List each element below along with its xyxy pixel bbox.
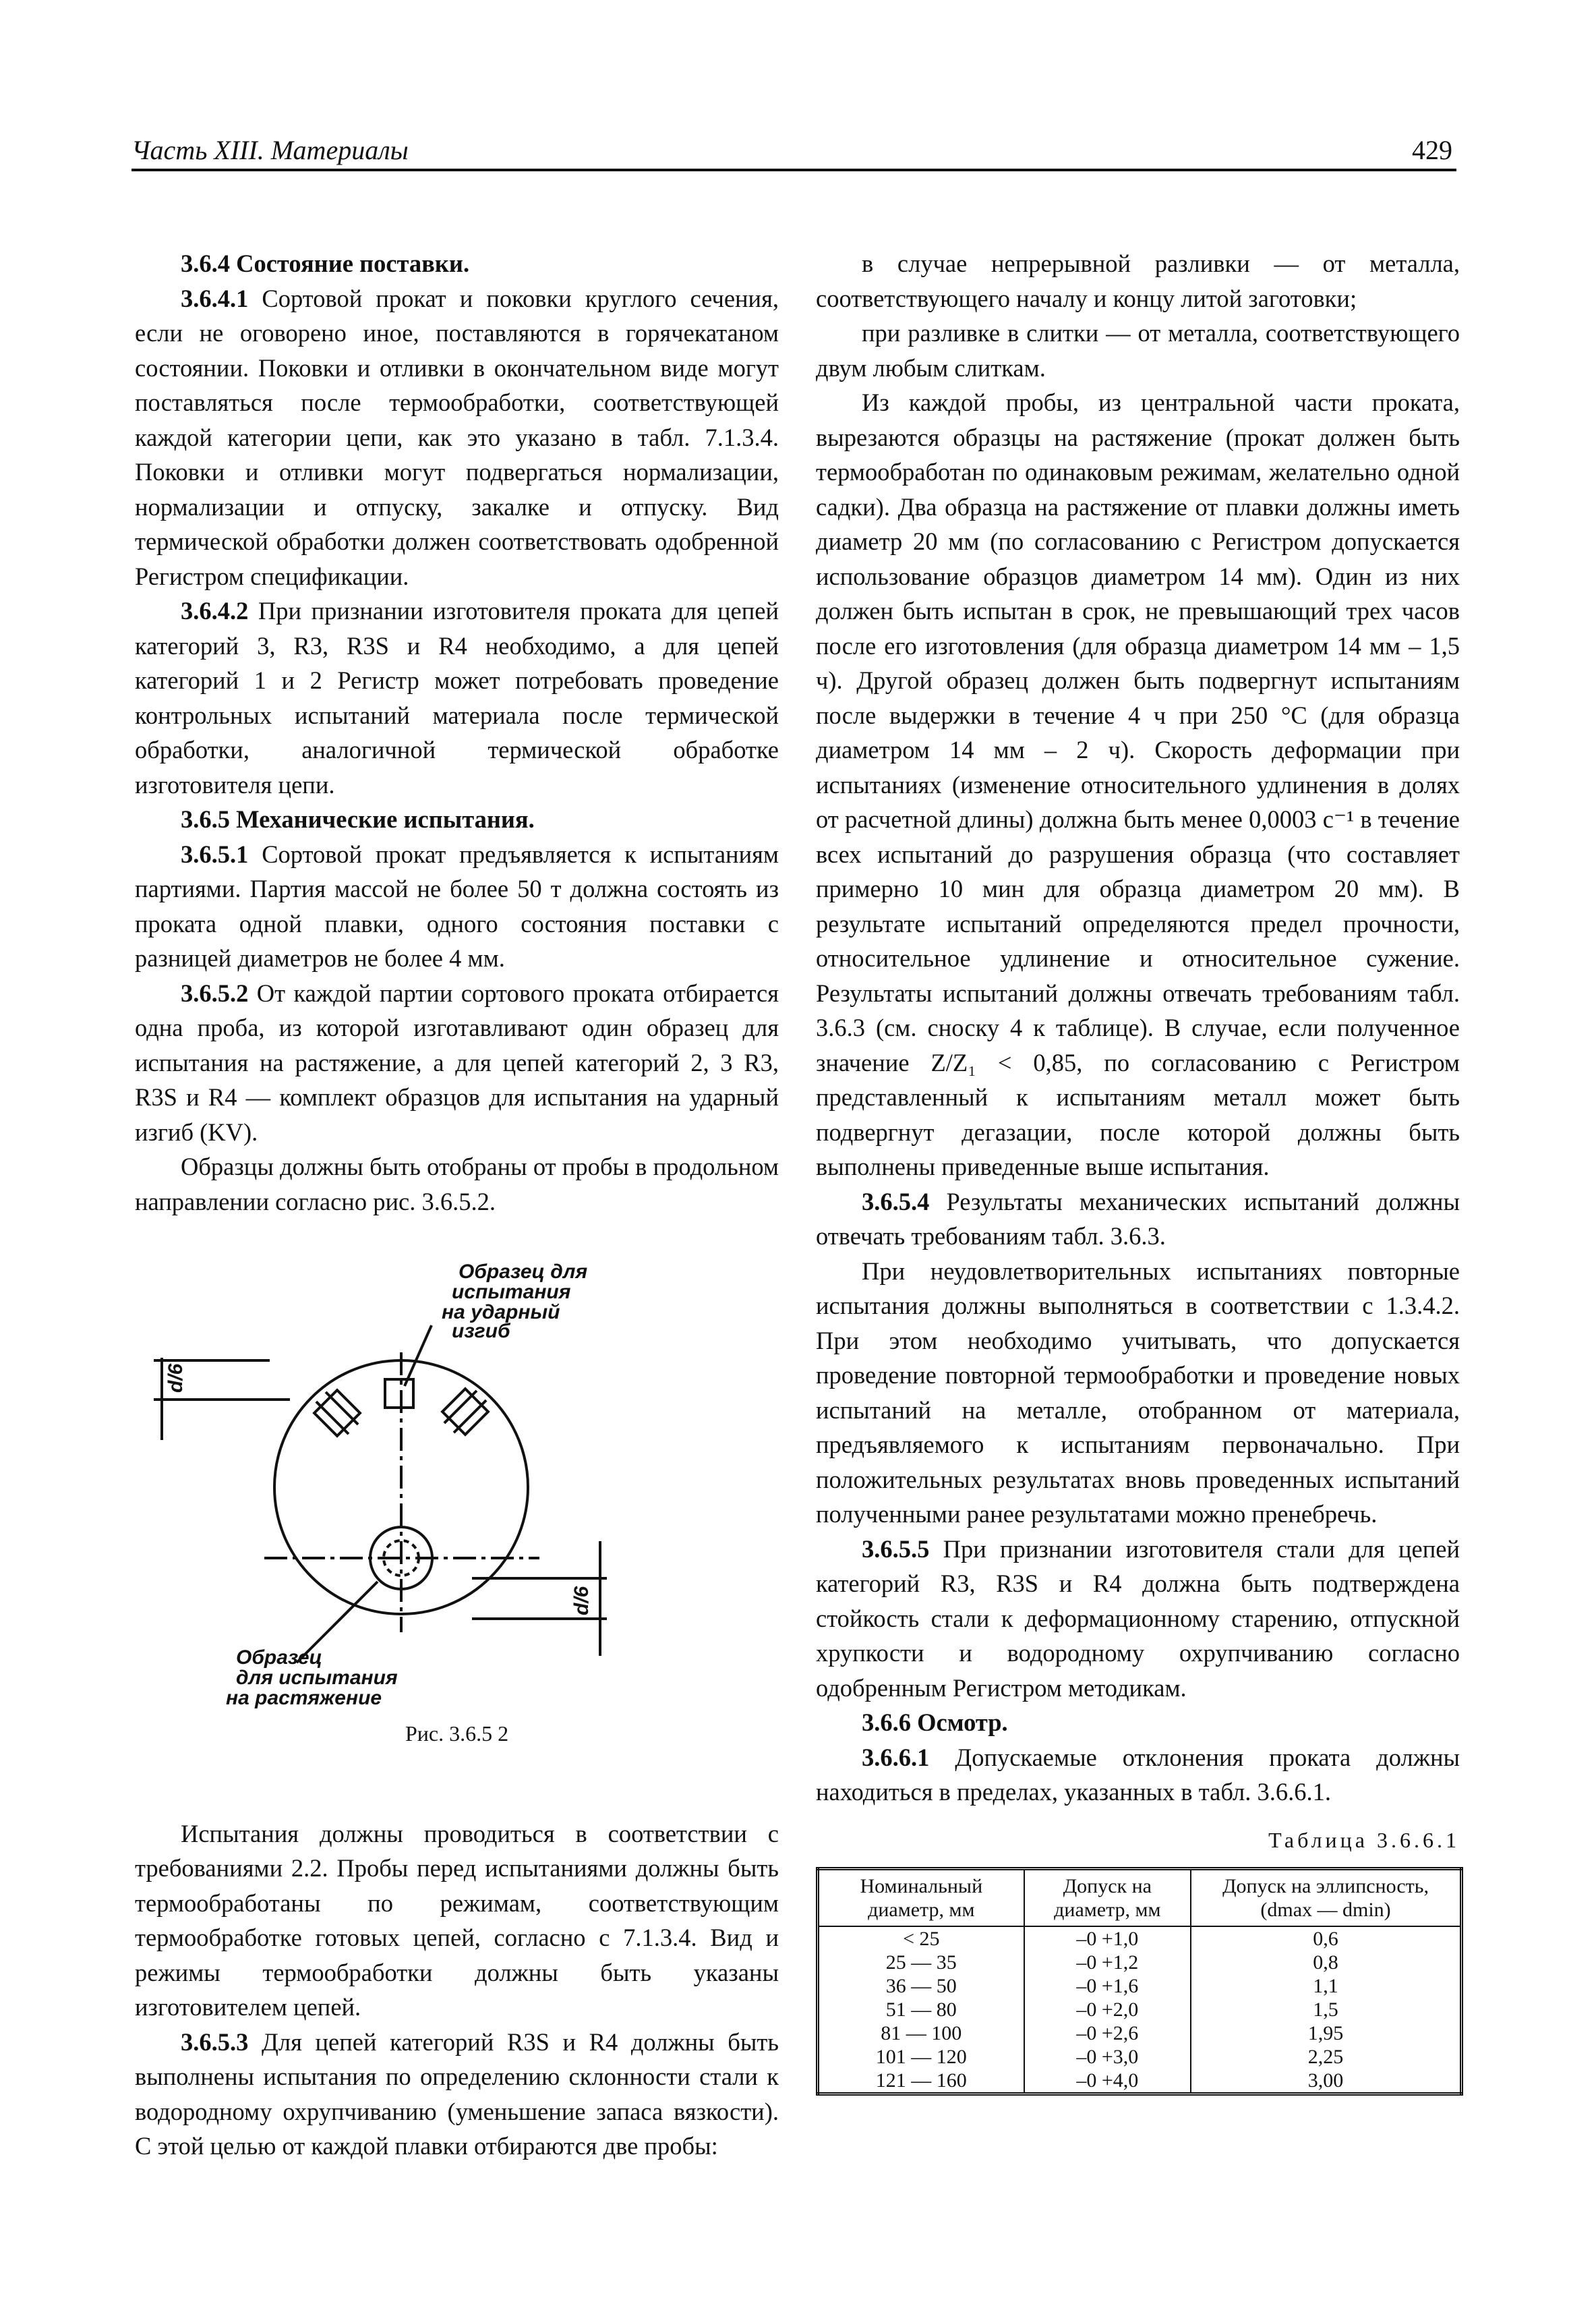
label-tensile-specimen-1: Образец [236,1646,322,1669]
paragraph-text: Результаты механических испытаний должны отвечать требованиям табл. 3.6.3. [816,1187,1460,1250]
section-heading-3-6-4: 3.6.4 Состояние поставки. [181,250,470,277]
cell-tolerance: –0 +4,0 [1024,2069,1191,2094]
dimension-right: d/6 [570,1586,593,1615]
table-row [818,2045,1462,2069]
paragraph-3-6-5-4 [816,1184,1460,1254]
label-tensile-specimen-2: для испытания [236,1667,398,1689]
cell-tolerance: –0 +1,0 [1024,1926,1191,1951]
label-impact-specimen-4: изгиб [452,1320,510,1342]
paragraph-text: При признании изготовителя стали для цепей категорий R3, R3S и R4 должна быть подтверждена стойкость стали к деформационному старению, отпускной хрупкости и водородному охрупчиванию согласно одобренным Регистром методикам. [816,1534,1460,1702]
cell-diameter: < 25 [818,1926,1024,1951]
running-title: Часть XIII. Материалы [131,135,409,165]
paragraph-text: Допускаемые отклонения проката должны находиться в пределах, указанных в табл. 3.6.6.1. [816,1743,1460,1806]
paragraph-text: От каждой партии сортового проката отбирается одна проба, из которой изготавливают один образец для испытания на растяжение, а для цепей категорий 2, 3 R3, R3S и R4 — комплект образцов для испытания на ударный изгиб (KV). [135,979,779,1146]
figure-specimen-location [135,1251,779,1710]
table-row [818,1974,1462,1998]
cell-diameter: 101 — 120 [818,2045,1024,2069]
table-row [818,1926,1462,1951]
header-diameter-tolerance: Допуск на диаметр, мм [1024,1869,1191,1927]
table-row [818,2021,1462,2045]
cell-tolerance: –0 +1,2 [1024,1951,1191,1974]
paragraph-tensile-samples: Из каждой пробы, из центральной части проката, вырезаются образцы на растяжение (прокат должен быть термообработан по одинаковым режимам, желательно одной садки). Два образца на растяжение от плавки должны иметь диаметр 20 мм (по согласованию с Регистром допускается использование образцов диаметром 14 мм). Один из них должен быть испытан в срок, не превышающий трех часов после его изготовления (для образца диаметром 14 мм – 1,5 ч). Другой образец должен быть подвергнут испытаниям после выдержки в течение 4 ч при 250 °С (для образца диаметром 14 мм – 2 ч). Скорость деформации при испытаниях (изменение относительного удлинения в долях от расчетной длины) должна быть менее 0,0003 с⁻¹ в течение всех испытаний до разрушения образца (что составляет примерно 10 мин для образца диаметром 20 мм). В результате испытаний определяются предел прочности, относительное удлинение и относительное сужение. Результаты испытаний должны отвечать требованиям табл. 3.6.3 (см. сноску 4 к таблице). В случае, если полученное значение Z/Z₁ < 0,85, по согласованию с Регистром представленный к испытаниям металл может быть подвергнут дегазации, после которой должны быть выполнены приведенные выше испытания. [816,389,1460,1180]
table-row [818,1998,1462,2021]
label-tensile-specimen-3: на растяжение [226,1687,382,1709]
paragraph-3-6-5-1 [135,837,779,976]
dimension-top: d/6 [165,1363,187,1393]
table-caption: Таблица 3.6.6.1 [1268,1827,1460,1852]
paragraph-text: Сортовой прокат и поковки круглого сечения, если не оговорено иное, поставляются в горячекатаном состоянии. Поковки и отливки в окончательном виде могут поставляться после термообработки, соответствующей каждой категории цепи, как это указано в табл. 7.1.3.4. Поковки и отливки могут подвергаться нормализации, нормализации и отпуску, закалке и отпуску. Вид термической обработки должен соответствовать одобренной Регистром спецификации. [135,284,779,590]
paragraph-3-6-5-5 [816,1532,1460,1706]
clause-number: 3.6.4.1 [181,284,249,312]
table-row [818,2069,1462,2094]
right-column [816,246,1460,2096]
cell-ovality: 1,1 [1191,1974,1461,1998]
clause-number: 3.6.5.1 [181,840,249,868]
section-heading-3-6-6: 3.6.6 Осмотр. [862,1708,1008,1736]
paragraph-3-6-5-3 [135,2025,779,2164]
cell-diameter: 25 — 35 [818,1951,1024,1974]
cell-ovality: 2,25 [1191,2045,1461,2069]
cell-diameter: 51 — 80 [818,1998,1024,2021]
cell-diameter: 36 — 50 [818,1974,1024,1998]
figure-caption: Рис. 3.6.5 2 [405,1721,509,1746]
cell-tolerance: –0 +3,0 [1024,2045,1191,2069]
label-impact-specimen-1: Образец для [459,1261,588,1283]
cell-tolerance: –0 +1,6 [1024,1974,1191,1998]
paragraph-ingot-casting: при разливке в слитки — от металла, соответствующего двум любым слиткам. [816,319,1460,382]
paragraph-text: При признании изготовителя проката для цепей категорий 3, R3, R3S и R4 необходимо, а для цепей категорий 1 и 2 Регистр может потребовать проведение контрольных испытаний материала после термической обработки, аналогичной термической обработке изготовителя цепи. [135,597,779,799]
paragraph-text: Для цепей категорий R3S и R4 должны быть выполнены испытания по определению склонности стали к водородному охрупчиванию (уменьшение запаса вязкости). С этой целью от каждой плавки отбираются две пробы: [135,2027,779,2160]
cell-ovality: 0,6 [1191,1926,1461,1951]
clause-number: 3.6.5.5 [862,1534,930,1563]
specimen-diagram [135,1251,779,1710]
paragraph-3-6-5-2 [135,976,779,1150]
paragraph-continuous-casting: в случае непрерывной разливки — от металла, соответствующего началу и концу литой заготовки; [816,250,1460,312]
table-row [818,1951,1462,1974]
clause-number: 3.6.5.2 [181,979,249,1007]
paragraph-3-6-6-1 [816,1740,1460,1810]
cell-diameter: 121 — 160 [818,2069,1024,2094]
cell-diameter: 81 — 100 [818,2021,1024,2045]
paragraph-samples: Образцы должны быть отобраны от пробы в продольном направлении согласно рис. 3.6.5.2. [135,1153,779,1215]
clause-number: 3.6.4.2 [181,597,249,625]
page-header [131,128,1456,171]
header-nominal-diameter: Номинальный диаметр, мм [818,1869,1024,1927]
cell-ovality: 3,00 [1191,2069,1461,2094]
tolerance-table [816,1867,1463,2096]
paragraph-3-6-4-2 [135,594,779,802]
page-number: 429 [1412,135,1452,165]
clause-number: 3.6.5.4 [862,1187,930,1215]
left-column [135,246,779,2164]
cell-ovality: 0,8 [1191,1951,1461,1974]
paragraph-text: Сортовой прокат предъявляется к испытаниям партиями. Партия массой не более 50 т должна состоять из проката одной плавки, одного состояния поставки с разницей диаметров не более 4 мм. [135,840,779,972]
cell-tolerance: –0 +2,0 [1024,1998,1191,2021]
section-heading-3-6-5: 3.6.5 Механические испытания. [181,805,535,833]
paragraph-retests: При неудовлетворительных испытаниях повторные испытания должны выполняться в соответствии с 1.3.4.2. При этом необходимо учитывать, что допускается проведение повторной термообработки и проведение новых испытаний на металле, отобранном от материала, предъявляемого к испытаниям первоначально. При положительных результатах вновь проведенных испытаний полученными ранее результатами можно пренебречь. [816,1257,1460,1528]
paragraph-testing: Испытания должны проводиться в соответствии с требованиями 2.2. Пробы перед испытаниями должны быть термообработаны по режимам, соответствующим термообработке готовых цепей, согласно с 7.1.3.4. Вид и режимы термообработки должны быть указаны изготовителем цепей. [135,1819,779,2021]
label-impact-specimen-2: испытания [452,1281,571,1303]
cell-ovality: 1,5 [1191,1998,1461,2021]
cell-tolerance: –0 +2,6 [1024,2021,1191,2045]
clause-number: 3.6.5.3 [181,2027,249,2056]
cell-ovality: 1,95 [1191,2021,1461,2045]
header-ovality-tolerance: Допуск на эллипсность, (dmax — dmin) [1191,1869,1461,1927]
table-header-row [818,1869,1462,1927]
clause-number: 3.6.6.1 [862,1743,930,1771]
label-impact-specimen-3: на ударный [442,1301,560,1323]
paragraph-3-6-4-1 [135,281,779,594]
